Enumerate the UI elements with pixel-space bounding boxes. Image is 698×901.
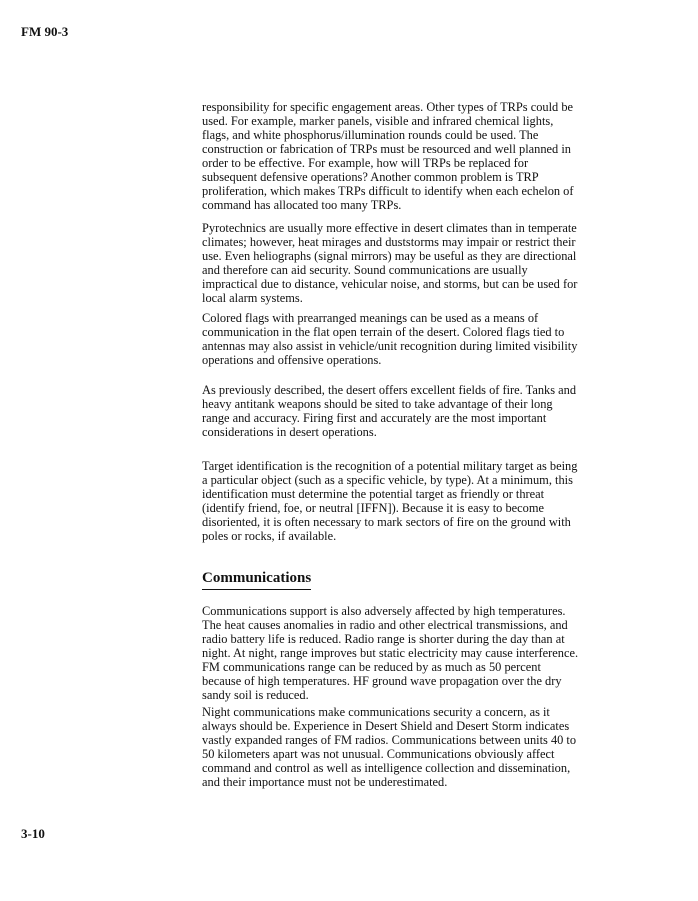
section-heading-communications: Communications — [202, 569, 311, 590]
paragraph-pyrotechnics: Pyrotechnics are usually more effective in desert climates than in temperate climates; however, heat mirages and duststorms may impair or restrict their use. Even heliographs (signal mirrors) may be useful as they are directional and therefore can aid security. Sound communications are usually impractical due to distance, vehicular noise, and storms, but can be used for local alarm systems. — [202, 221, 578, 305]
page-number: 3-10 — [21, 826, 45, 841]
paragraph-trp-types: responsibility for specific engagement areas. Other types of TRPs could be used. For example, marker panels, visible and infrared chemical lights, flags, and white phosphorus/illumination rounds could be used. The construction or fabrication of TRPs must be resourced and well planned in order to be effective. For example, how will TRPs be replaced for subsequent defensive operations? Another common problem is TRP proliferation, which makes TRPs difficult to identify when each echelon of command has allocated too many TRPs. — [202, 100, 574, 212]
paragraph-night-communications: Night communications make communications security a concern, as it always should be. Experience in Desert Shield and Desert Storm indicates vastly expanded ranges of FM radios. Communications between units 40 to 50 kilometers apart was not unusual. Communications obviously affect command and control as well as intelligence collection and dissemination, and their importance must not be underestimated. — [202, 705, 577, 789]
manual-id-header: FM 90-3 — [21, 24, 69, 39]
paragraph-target-identification: Target identification is the recognition of a potential military target as being a particular object (such as a specific vehicle, by type). At a minimum, this identification must determine the potential target as friendly or threat (identify friend, foe, or neutral [IFFN]). Because it is easy to become disoriented, it is often necessary to mark sectors of fire on the ground with poles or rocks, if available. — [202, 459, 578, 543]
paragraph-communications-support: Communications support is also adversely affected by high temperatures. The heat causes anomalies in radio and other electrical transmissions, and radio battery life is reduced. Radio range is shorter during the day than at night. At night, range improves but static electricity may cause interference. FM communications range can be reduced by as much as 50 percent because of high temperatures. HF ground wave propagation over the dry sandy soil is reduced. — [202, 604, 579, 702]
paragraph-colored-flags: Colored flags with prearranged meanings can be used as a means of communication in the flat open terrain of the desert. Colored flags tied to antennas may also assist in vehicle/unit recognition during limited visibility operations and offensive operations. — [202, 311, 578, 367]
paragraph-fields-of-fire: As previously described, the desert offers excellent fields of fire. Tanks and heavy antitank weapons should be sited to take advantage of their long range and accuracy. Firing first and accurately are the most important considerations in desert operations. — [202, 383, 577, 439]
